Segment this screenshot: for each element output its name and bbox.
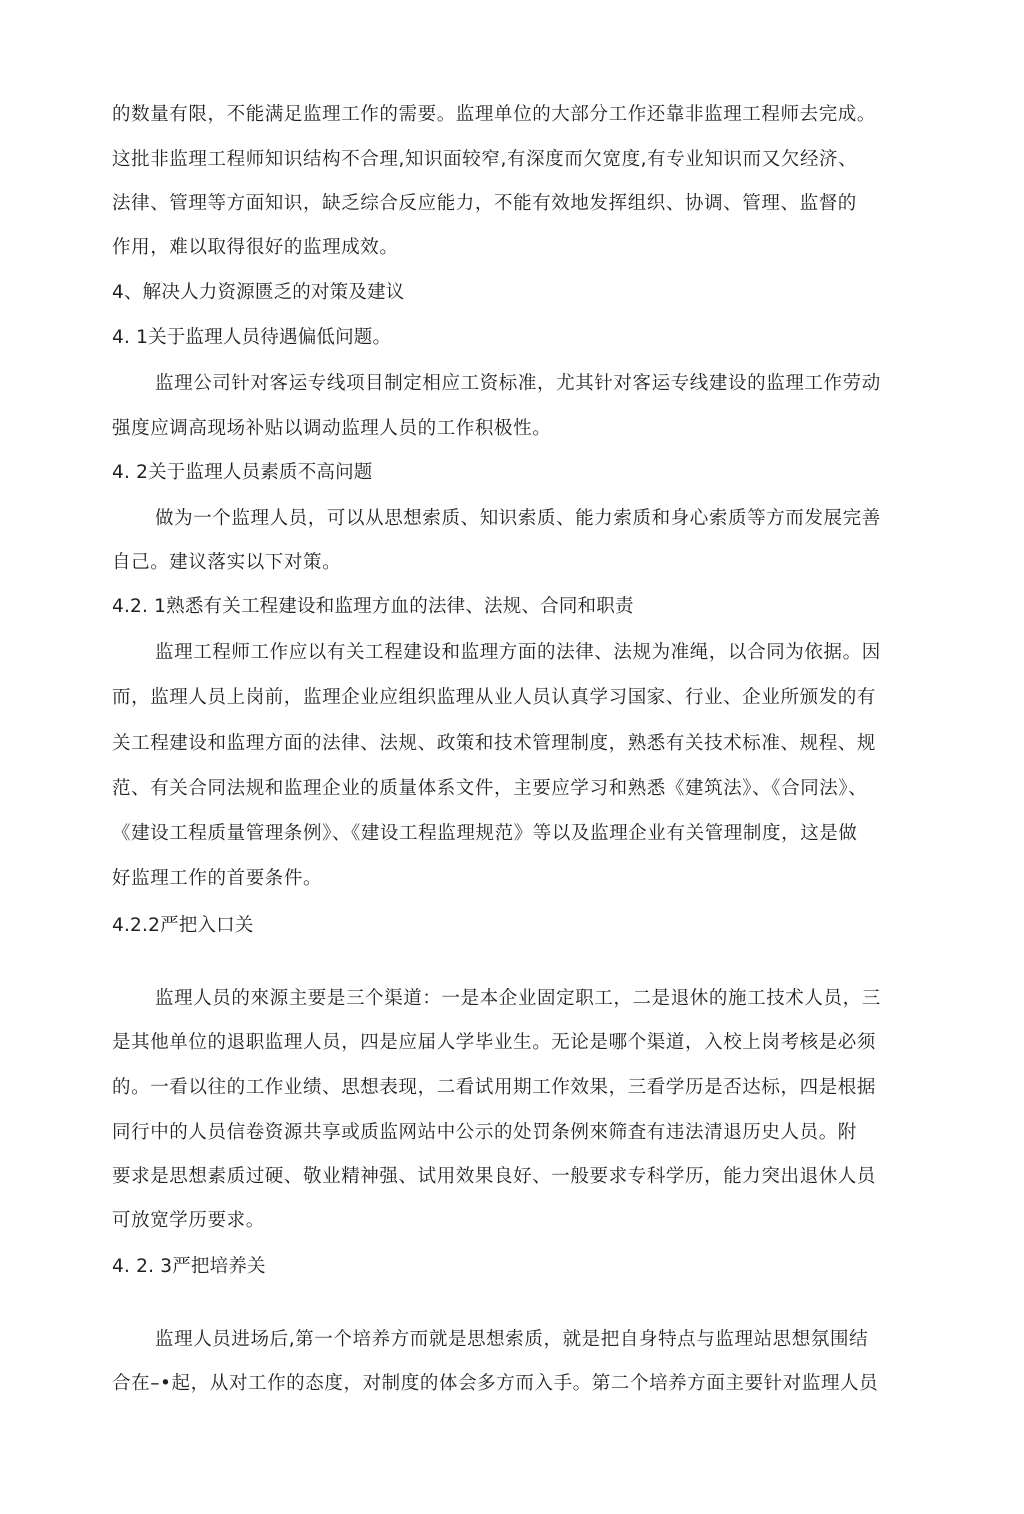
paragraph-line: 范、有关合同法规和监理企业的质量体系文件，主要应学习和熟悉《建筑法》、《合同法》、 <box>112 778 868 799</box>
paragraph-line: 自己。建议落实以下对策。 <box>112 552 342 573</box>
paragraph-line: 监理公司针对客运专线项目制定相应工资标准，尤其针对客运专线建设的监理工作劳动 <box>155 373 881 394</box>
subsection-heading: 4. 2. 3严把培养关 <box>112 1256 266 1277</box>
subsection-heading: 4. 2关于监理人员素质不高问题 <box>112 462 373 483</box>
paragraph-line: 可放宽学历要求。 <box>112 1210 265 1231</box>
paragraph-line: 监理工程师工作应以有关工程建设和监理方面的法律、法规为准绳，以合同为依据。因 <box>155 642 881 663</box>
paragraph-line: 监理人员进场后,第一个培养方而就是思想索质，就是把自身特点与监理站思想氛围结 <box>155 1329 869 1350</box>
paragraph-line: 关工程建设和监理方面的法律、法规、政策和技术管理制度，熟悉有关技术标准、规程、规 <box>112 733 877 754</box>
paragraph-line: 《建设工程质量管理条例》、《建设工程监理规范》等以及监理企业有关管理制度，这是做 <box>112 823 858 844</box>
subsection-heading: 4. 1关于监理人员待遇偏低问题。 <box>112 327 392 348</box>
subsection-heading: 4.2. 1熟悉有关工程建设和监理方血的法律、法规、合同和职责 <box>112 596 634 617</box>
section-heading: 4、解决人力资源匮乏的对策及建议 <box>112 282 405 303</box>
subsection-heading: 4.2.2严把入口关 <box>112 915 254 936</box>
paragraph-line: 要求是思想素质过硬、敬业精神强、试用效果良好、一般要求专科学历，能力突出退休人员 <box>112 1166 877 1187</box>
paragraph-line: 是其他单位的退职监理人员，四是应届人学毕业生。无论是哪个渠道，入校上岗考核是必须 <box>112 1032 877 1053</box>
paragraph-line: 这批非监理工程师知识结构不合理,知识面较窄,有深度而欠宽度,有专业知识而又欠经济、 <box>112 149 858 170</box>
paragraph-line: 合在–•起，从对工作的态度，对制度的体会多方而入手。第二个培养方面主要针对监理人员 <box>112 1373 879 1394</box>
paragraph-line: 同行中的人员信卷资源共享或质监网站中公示的处罚条例來筛査有违法清退历史人员。附 <box>112 1122 857 1143</box>
paragraph-line: 强度应调高现场补贴以调动监理人员的工作积极性。 <box>112 418 552 439</box>
paragraph-line: 好监理工作的首要条件。 <box>112 868 323 889</box>
paragraph-line: 作用，难以取得很好的监理成效。 <box>112 237 399 258</box>
paragraph-line: 的数量有限，不能满足监理工作的需要。监理单位的大部分工作还靠非监理工程师去完成。 <box>112 104 877 125</box>
paragraph-line: 的。一看以往的工作业绩、思想表现，二看试用期工作效果，三看学历是否达标，四是根据 <box>112 1077 877 1098</box>
paragraph-line: 而，监理人员上岗前，监理企业应组织监理从业人员认真学习国家、行业、企业所颁发的有 <box>112 687 877 708</box>
paragraph-line: 做为一个监理人员，可以从思想索质、知识索质、能力索质和身心索质等方而发展完善 <box>155 508 881 529</box>
paragraph-line: 法律、管理等方面知识，缺乏综合反应能力，不能有效地发挥组织、协调、管理、监督的 <box>112 193 857 214</box>
paragraph-line: 监理人员的來源主要是三个渠道：一是本企业固定职工，二是退休的施工技术人员，三 <box>155 988 881 1009</box>
